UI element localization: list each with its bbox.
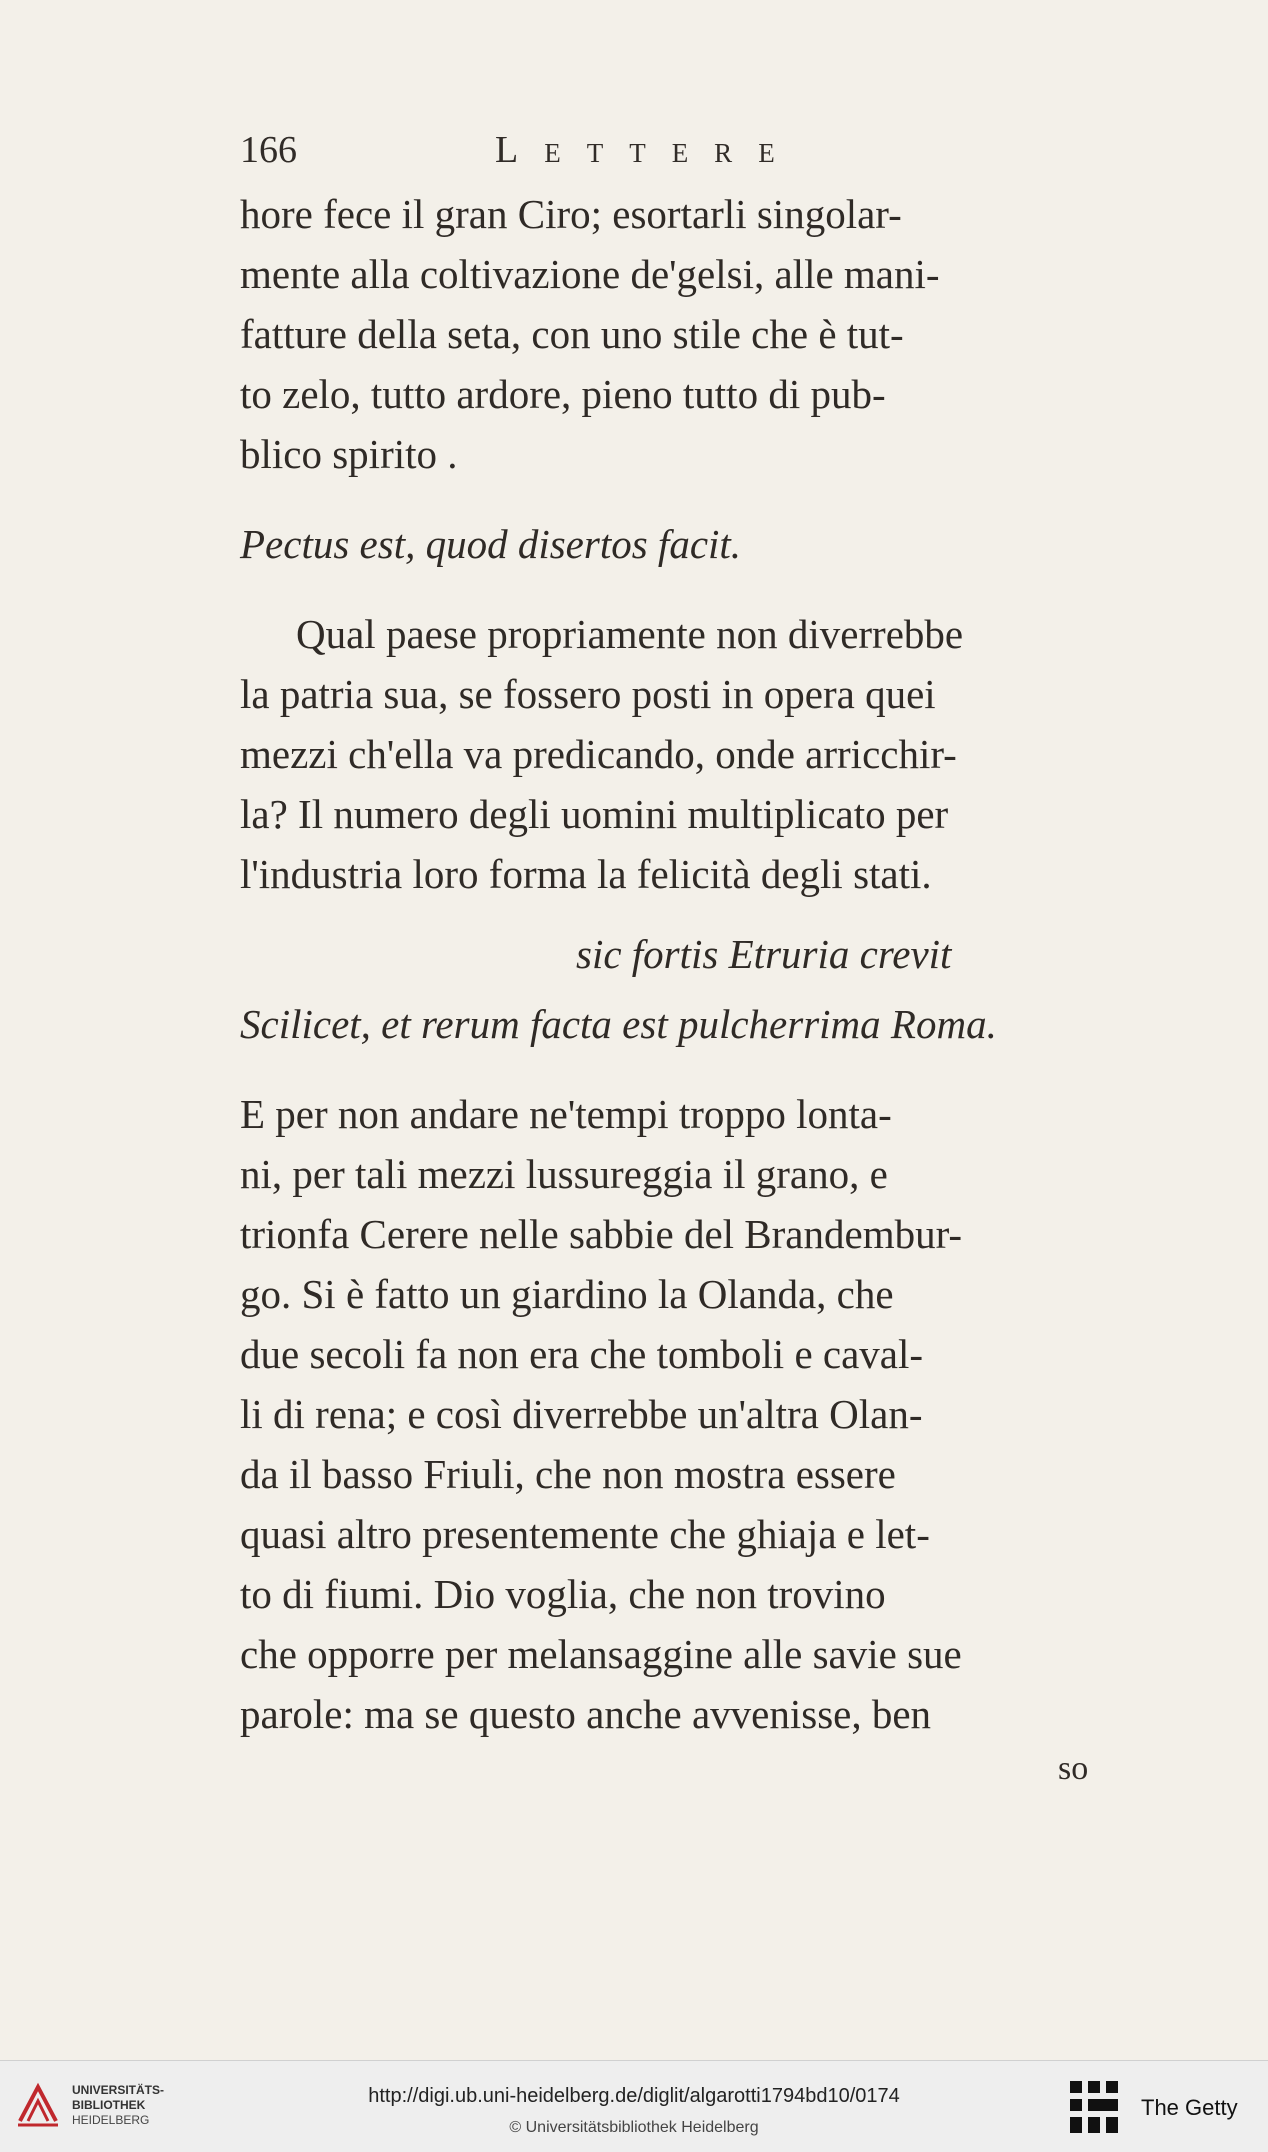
text-line-15: ni, per tali mezzi lussureggia il grano, e xyxy=(240,1151,888,1197)
text-line-2: mente alla coltivazione de'gelsi, alle mani- xyxy=(240,251,940,297)
text-line-8: la patria sua, se fossero posti in opera quei xyxy=(240,671,936,717)
institution-line-2: BIBLIOTHEK xyxy=(72,2098,146,2112)
text-line-7: Qual paese propriamente non diverrebbe xyxy=(296,611,964,657)
institution-line-1: UNIVERSITÄTS- xyxy=(72,2083,165,2097)
text-line-4: to zelo, tutto ardore, pieno tutto di pub- xyxy=(240,371,886,417)
page-header xyxy=(240,128,1140,178)
text-line-1: hore fece il gran Ciro; esortarli singolar- xyxy=(240,191,902,237)
institution-line-3: HEIDELBERG xyxy=(72,2113,150,2127)
getty-logo-icon xyxy=(1066,2077,1124,2139)
text-line-14: E per non andare ne'tempi troppo lonta- xyxy=(240,1091,892,1137)
running-title: Lettere xyxy=(495,129,801,171)
text-line-3: fatture della seta, con uno stile che è tut- xyxy=(240,311,904,357)
text-line-5: blico spirito . xyxy=(240,431,458,477)
text-line-18: due secoli fa non era che tomboli e caval- xyxy=(240,1331,924,1377)
latin-quote-line: Pectus est, quod disertos facit. xyxy=(240,521,742,567)
text-line-9: mezzi ch'ella va predicando, onde arricchir- xyxy=(240,731,957,777)
text-line-10: la? Il numero degli uomini multiplicato per xyxy=(240,791,949,837)
text-line-19: li di rena; e così diverrebbe un'altra Olan- xyxy=(240,1391,923,1437)
verse-line-1: sic fortis Etruria crevit xyxy=(576,931,952,977)
text-line-22: to di fiumi. Dio voglia, che non trovino xyxy=(240,1571,886,1617)
text-line-21: quasi altro presentemente che ghiaja e let- xyxy=(240,1511,930,1557)
text-line-24: parole: ma se questo anche avvenisse, ben xyxy=(240,1691,932,1737)
copyright-notice: © Universitätsbibliothek Heidelberg xyxy=(509,2119,759,2136)
permalink-url[interactable]: http://digi.ub.uni-heidelberg.de/diglit/algarotti1794bd10/0174 xyxy=(368,2085,900,2107)
text-line-11: l'industria loro forma la felicità degli stati. xyxy=(240,851,932,897)
page-number: 166 xyxy=(240,129,297,171)
partner-name: The Getty xyxy=(1141,2095,1238,2120)
catchword: so xyxy=(1058,1750,1089,1787)
viewer-footer xyxy=(0,2060,1268,2152)
text-line-16: trionfa Cerere nelle sabbie del Brandembur- xyxy=(240,1211,963,1257)
verse-line-2: Scilicet, et rerum facta est pulcherrima Roma. xyxy=(240,1001,997,1047)
text-line-20: da il basso Friuli, che non mostra essere xyxy=(240,1451,896,1497)
text-line-23: che opporre per melansaggine alle savie sue xyxy=(240,1631,962,1677)
text-line-17: go. Si è fatto un giardino la Olanda, che xyxy=(240,1271,894,1317)
